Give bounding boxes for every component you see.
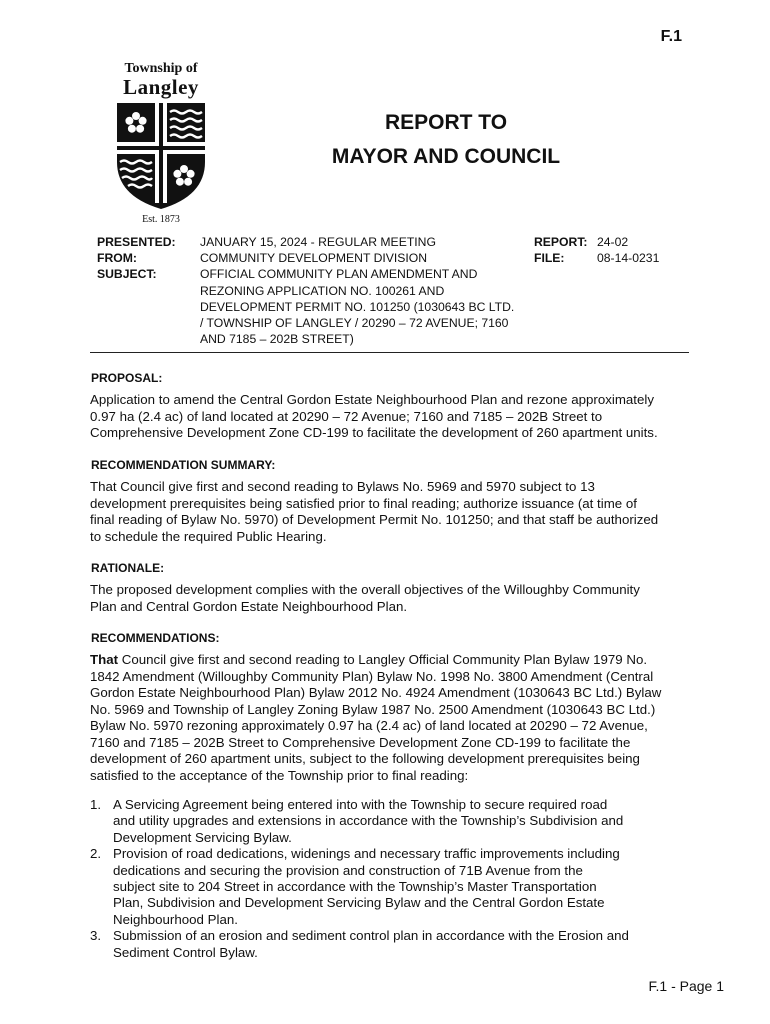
presented-value: JANUARY 15, 2024 - REGULAR MEETING: [200, 235, 436, 249]
list-item-line: Submission of an erosion and sediment control plan in accordance with the Erosion and: [113, 928, 629, 944]
proposal-line: Comprehensive Development Zone CD-199 to facilitate the development of 260 apartment units.: [90, 425, 658, 440]
list-item-line: Sediment Control Bylaw.: [113, 944, 258, 960]
summary-line: That Council give first and second reading to Bylaws No. 5969 and 5970 subject to 13: [90, 479, 595, 494]
recommendations-line: Bylaw No. 5970 rezoning approximately 0.97 ha (2.4 ac) of land located at 20290 – 72 Avenue,: [90, 718, 648, 733]
crest-shield-icon: [114, 100, 208, 212]
title-line2: MAYOR AND COUNCIL: [331, 145, 561, 168]
list-item: [90, 797, 680, 846]
list-item-line: and utility upgrades and extensions in accordance with the Township’s Subdivision and: [113, 813, 624, 829]
recommendations-line: Gordon Estate Neighbourhood Plan) Bylaw 2012 No. 4924 Amendment (1030643 BC Ltd.) Bylaw: [90, 685, 662, 700]
from-value: COMMUNITY DEVELOPMENT DIVISION: [200, 251, 428, 266]
list-item-line: A Servicing Agreement being entered into with the Township to secure required road: [113, 797, 608, 812]
recommendations-text: [90, 652, 690, 784]
file-label: FILE:: [534, 251, 565, 266]
file-value: 08-14-0231: [597, 251, 660, 266]
meta-labels: [97, 234, 176, 283]
recommendation-summary-heading: RECOMMENDATION SUMMARY:: [91, 458, 276, 472]
recommendations-line: 7160 and 7185 – 202B Street to Comprehensive Development Zone CD-199 to facilitate the: [90, 734, 631, 750]
report-value: 24-02: [597, 235, 629, 249]
list-item-line: Plan, Subdivision and Development Servicing Bylaw and the Central Gordon Estate: [113, 895, 605, 911]
list-item-number: 3.: [90, 928, 102, 944]
logo-established: Est. 1873: [142, 214, 180, 225]
proposal-text: [90, 392, 690, 442]
rationale-text: [90, 582, 690, 615]
subject-line: DEVELOPMENT PERMIT NO. 101250 (1030643 BC LTD.: [200, 299, 515, 314]
proposal-line: 0.97 ha (2.4 ac) of land located at 20290 – 72 Avenue; 7160 and 7185 – 202B Street to: [90, 408, 603, 424]
township-logo: [110, 62, 212, 228]
divider: [90, 352, 689, 353]
recommendations-first-line-rest: Council give first and second reading to Langley Official Community Plan Bylaw 1979 No.: [118, 652, 648, 667]
report-label: REPORT:: [534, 235, 588, 249]
rationale-line: The proposed development complies with the overall objectives of the Willoughby Community: [90, 582, 640, 597]
page-identifier: F.1: [660, 28, 682, 45]
list-item: [90, 846, 680, 928]
subject-line: OFFICIAL COMMUNITY PLAN AMENDMENT AND: [200, 267, 478, 282]
subject-line: / TOWNSHIP OF LANGLEY / 20290 – 72 AVENUE; 7160: [200, 316, 509, 331]
from-label: FROM:: [97, 251, 137, 266]
meta-values: [200, 234, 535, 347]
subject-line: AND 7185 – 202B STREET): [200, 332, 354, 347]
rationale-line: Plan and Central Gordon Estate Neighbourhood Plan.: [90, 598, 408, 614]
recommendations-line: satisfied to the acceptance of the Township prior to final reading:: [90, 767, 469, 783]
list-item-line: subject site to 204 Street in accordance with the Township’s Master Transportation: [113, 879, 597, 895]
recommendations-bold-word: That: [90, 652, 119, 667]
proposal-heading: PROPOSAL:: [91, 371, 163, 385]
list-item-line: Neighbourhood Plan.: [113, 911, 238, 927]
proposal-line: Application to amend the Central Gordon Estate Neighbourhood Plan and rezone approximately: [90, 392, 654, 407]
page-footer: F.1 - Page 1: [648, 978, 724, 994]
summary-line: final reading of Bylaw No. 5970) of Development Permit No. 101250; and that staff be authorized: [90, 512, 659, 527]
recommendations-first-line: [90, 652, 690, 669]
list-item-line: Development Servicing Bylaw.: [113, 829, 292, 845]
rationale-heading: RATIONALE:: [91, 561, 165, 575]
logo-text-line2: Langley: [123, 75, 199, 99]
subject-label: SUBJECT:: [97, 267, 157, 282]
summary-line: development prerequisites being satisfied prior to final reading; authorize issuance (at time of: [90, 495, 637, 511]
list-item-number: 1.: [90, 797, 102, 812]
logo-text-line1: Township of: [124, 61, 198, 76]
meta-right-labels: [534, 234, 588, 266]
recommendations-line: development of 260 apartment units, subject to the following development prerequisites being: [90, 751, 640, 766]
meta-right-values: [597, 234, 659, 266]
prerequisites-list: [90, 797, 680, 961]
presented-label: PRESENTED:: [97, 235, 176, 249]
recommendations-line: No. 5969 and Township of Langley Zoning Bylaw 1987 No. 2500 Amendment (1030643 BC Ltd.): [90, 701, 656, 717]
title-line1: REPORT TO: [384, 111, 508, 134]
list-item-line: dedications and securing the provision and construction of 71B Avenue from the: [113, 862, 583, 878]
list-item-number: 2.: [90, 846, 102, 862]
recommendations-line: 1842 Amendment (Willoughby Community Plan) Bylaw No. 1998 No. 3800 Amendment (Central: [90, 668, 654, 684]
recommendations-heading: RECOMMENDATIONS:: [91, 631, 220, 645]
list-item-line: Provision of road dedications, widenings and necessary traffic improvements including: [113, 846, 620, 862]
report-title: [296, 106, 596, 174]
recommendation-summary-text: [90, 479, 690, 545]
subject-line: REZONING APPLICATION NO. 100261 AND: [200, 283, 445, 298]
list-item: [90, 928, 680, 961]
summary-line: to schedule the required Public Hearing.: [90, 528, 327, 544]
